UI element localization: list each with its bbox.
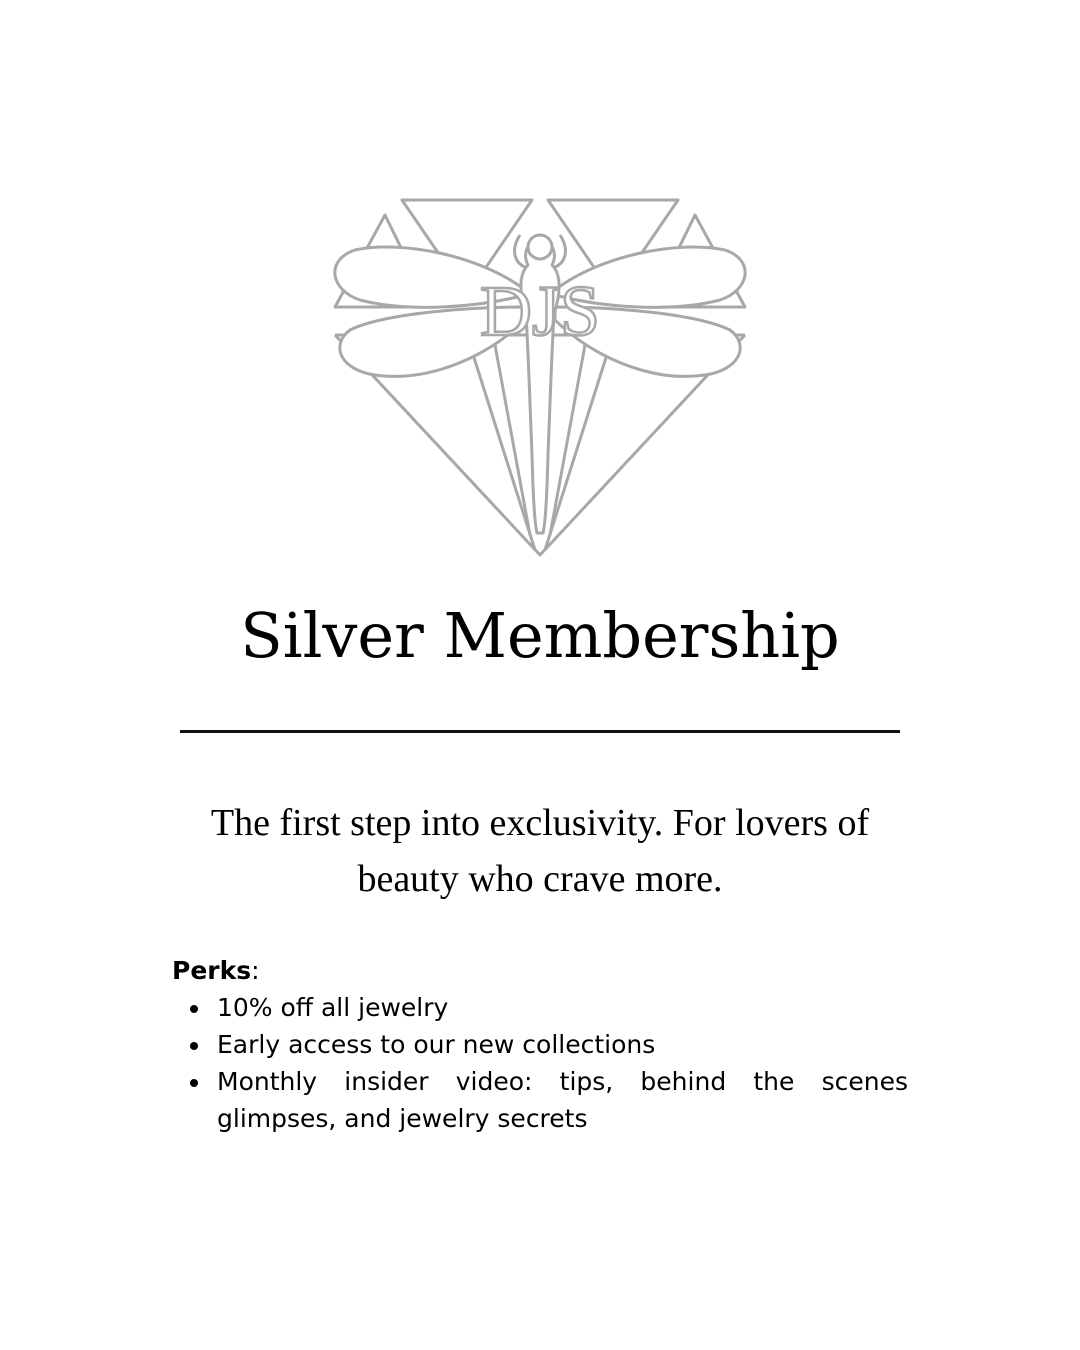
perk-item: Early access to our new collections <box>217 1026 908 1063</box>
perks-heading <box>172 952 908 989</box>
brand-logo <box>330 195 750 560</box>
perk-item: 10% off all jewelry <box>217 989 908 1026</box>
perks-heading-label: Perks <box>172 956 252 985</box>
perks-list <box>172 989 908 1137</box>
perks-section <box>172 952 908 1137</box>
logo-monogram: DJS <box>479 271 601 351</box>
perks-heading-colon: : <box>251 956 260 985</box>
perk-item: Monthly insider video: tips, behind the scenes glimpses, and jewelry secrets <box>217 1063 908 1137</box>
diamond-dragonfly-logo-icon <box>330 195 750 560</box>
membership-tagline: The first step into exclusivity. For lovers of beauty who crave more. <box>210 802 870 900</box>
title-divider <box>180 730 900 733</box>
page-title: Silver Membership <box>240 599 840 672</box>
